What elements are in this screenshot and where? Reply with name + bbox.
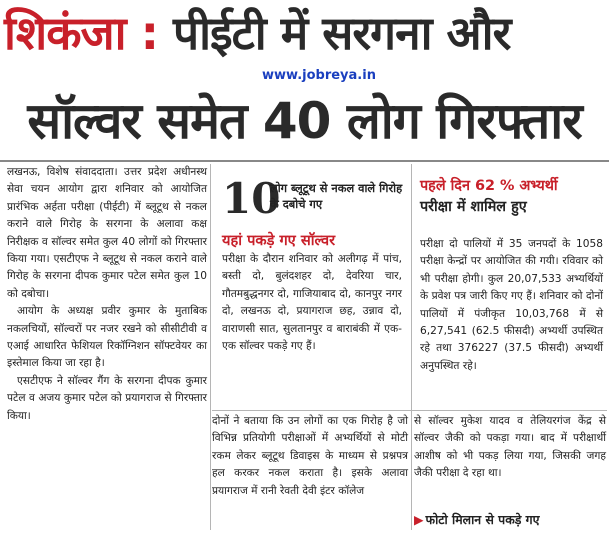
footer-subhead bbox=[414, 511, 540, 528]
article-column-3-continued bbox=[414, 413, 606, 483]
subhead-solvers-caught: यहां पकड़े गए सॉल्वर bbox=[222, 232, 336, 249]
headline-line-2: सॉल्वर समेत 40 लोग गिरफ्तार bbox=[27, 92, 582, 150]
headline-divider bbox=[0, 160, 609, 162]
box-text-attendance bbox=[420, 236, 603, 375]
article-column-1 bbox=[7, 164, 207, 425]
headline-red-word: शिकंजा : bbox=[4, 6, 158, 60]
paragraph: परीक्षा दो पालियों में 35 जनपदों के 1058 परीक्षा केन्द्रों पर आयोजित की गयी। रविवार को भी परीक्षा होगी। कुल 20,07,533 अभ्यर्थियों के प्रवेश पत्र जारी किए गए हैं। शनिवार को दोनों पालियों में पंजीकृत 10,03,768 में से 6,27,541 (62.5 फीसदी) अभ्यर्थी उपस्थित रहे तथा 376227 (37.5 फीसदी) अभ्यर्थी अनुपस्थित रहे। bbox=[420, 238, 603, 372]
headline-line-1 bbox=[4, 2, 605, 64]
big-number: 10 bbox=[222, 174, 281, 223]
paragraph: से सॉल्वर मुकेश यादव व तेलियरगंज केंद्र से सॉल्वर जैकी को पकड़ा गया। बाद में परीक्षार्थी आशीष को भी पकड़ लिया गया, जिसकी जगह जैकी परीक्षा दे रहा था। bbox=[414, 415, 606, 480]
article-column-2-continued bbox=[212, 413, 408, 500]
paragraph: लखनऊ, विशेष संवाददाता। उत्तर प्रदेश अधीनस्थ सेवा चयन आयोग द्वारा शनिवार को आयोजित प्रारंभिक अर्हता परीक्षा (पीईटी) में ब्लूटूथ से नकल कराने वाले गिरोह के सरगना के अलावा कक्ष निरीक्षक व सॉल्वर समेत कुल 40 लोगों को गिरफ्तार किया गया। एसटीएफ ने ब्लूटूथ से नकल कराने वाले गिरोह के सरगना दीपक कुमार पटेल समेत कुल 10 को दबोचा। bbox=[7, 166, 207, 300]
headline-line-1-rest: पीईटी में सरगना और bbox=[173, 6, 511, 60]
paragraph: दोनों ने बताया कि उन लोगों का एक गिरोह है जो विभिन्न प्रतियोगी परीक्षाओं में अभ्यर्थियों से मोटी रकम लेकर ब्लूटूथ डिवाइस के माध्यम से प्रश्नपत्र हल करकर नकल कराता है। इसके अलावा प्रयागराज में रानी रेवती देवी इंटर कॉलेज bbox=[212, 415, 408, 497]
box-text-districts bbox=[222, 251, 402, 355]
paragraph: एसटीएफ ने सॉल्वर गैंग के सरगना दीपक कुमार पटेल व अजय कुमार पटेल को प्रयागराज से गिरफ्तार किया। bbox=[7, 374, 207, 422]
box-bottom-rule bbox=[212, 410, 607, 411]
triangle-bullet-icon: ▶ bbox=[414, 512, 424, 527]
footer-subhead-text: फोटो मिलान से पकड़े गए bbox=[425, 512, 540, 527]
subhead-attendance-red: पहले दिन 62 % अभ्यर्थी bbox=[420, 178, 558, 194]
column-divider-1 bbox=[210, 164, 211, 530]
watermark-url: www.jobreya.in bbox=[262, 68, 376, 83]
subhead-attendance bbox=[420, 176, 606, 218]
subhead-attendance-dark: परीक्षा में शामिल हुए bbox=[420, 199, 527, 215]
paragraph: परीक्षा के दौरान शनिवार को अलीगढ़ में पांच, बस्ती दो, बुलंदशहर दो, देवरिया चार, गौतमबुद्धनगर दो, गाजियाबाद दो, कानपुर नगर दो, लखनऊ दो, प्रयागराज छह, उन्नाव दो, वाराणसी सात, सुलतानपुर व बाराबंकी में एक-एक सॉल्वर पकड़े गए हैं। bbox=[222, 253, 402, 353]
deck-text: लोग ब्लूटूथ से नकल वाले गिरोह के दबोचे गए bbox=[270, 181, 403, 211]
column-divider-2 bbox=[411, 164, 412, 530]
paragraph: आयोग के अध्यक्ष प्रवीर कुमार के मुताबिक नकलचियों, सॉल्वरों पर नजर रखने को सीसीटीवी व एआई आधारित फेशियल रिकॉग्निशन सॉफ्टवेयर का इस्तेमाल किया जा रहा है। bbox=[7, 305, 207, 370]
